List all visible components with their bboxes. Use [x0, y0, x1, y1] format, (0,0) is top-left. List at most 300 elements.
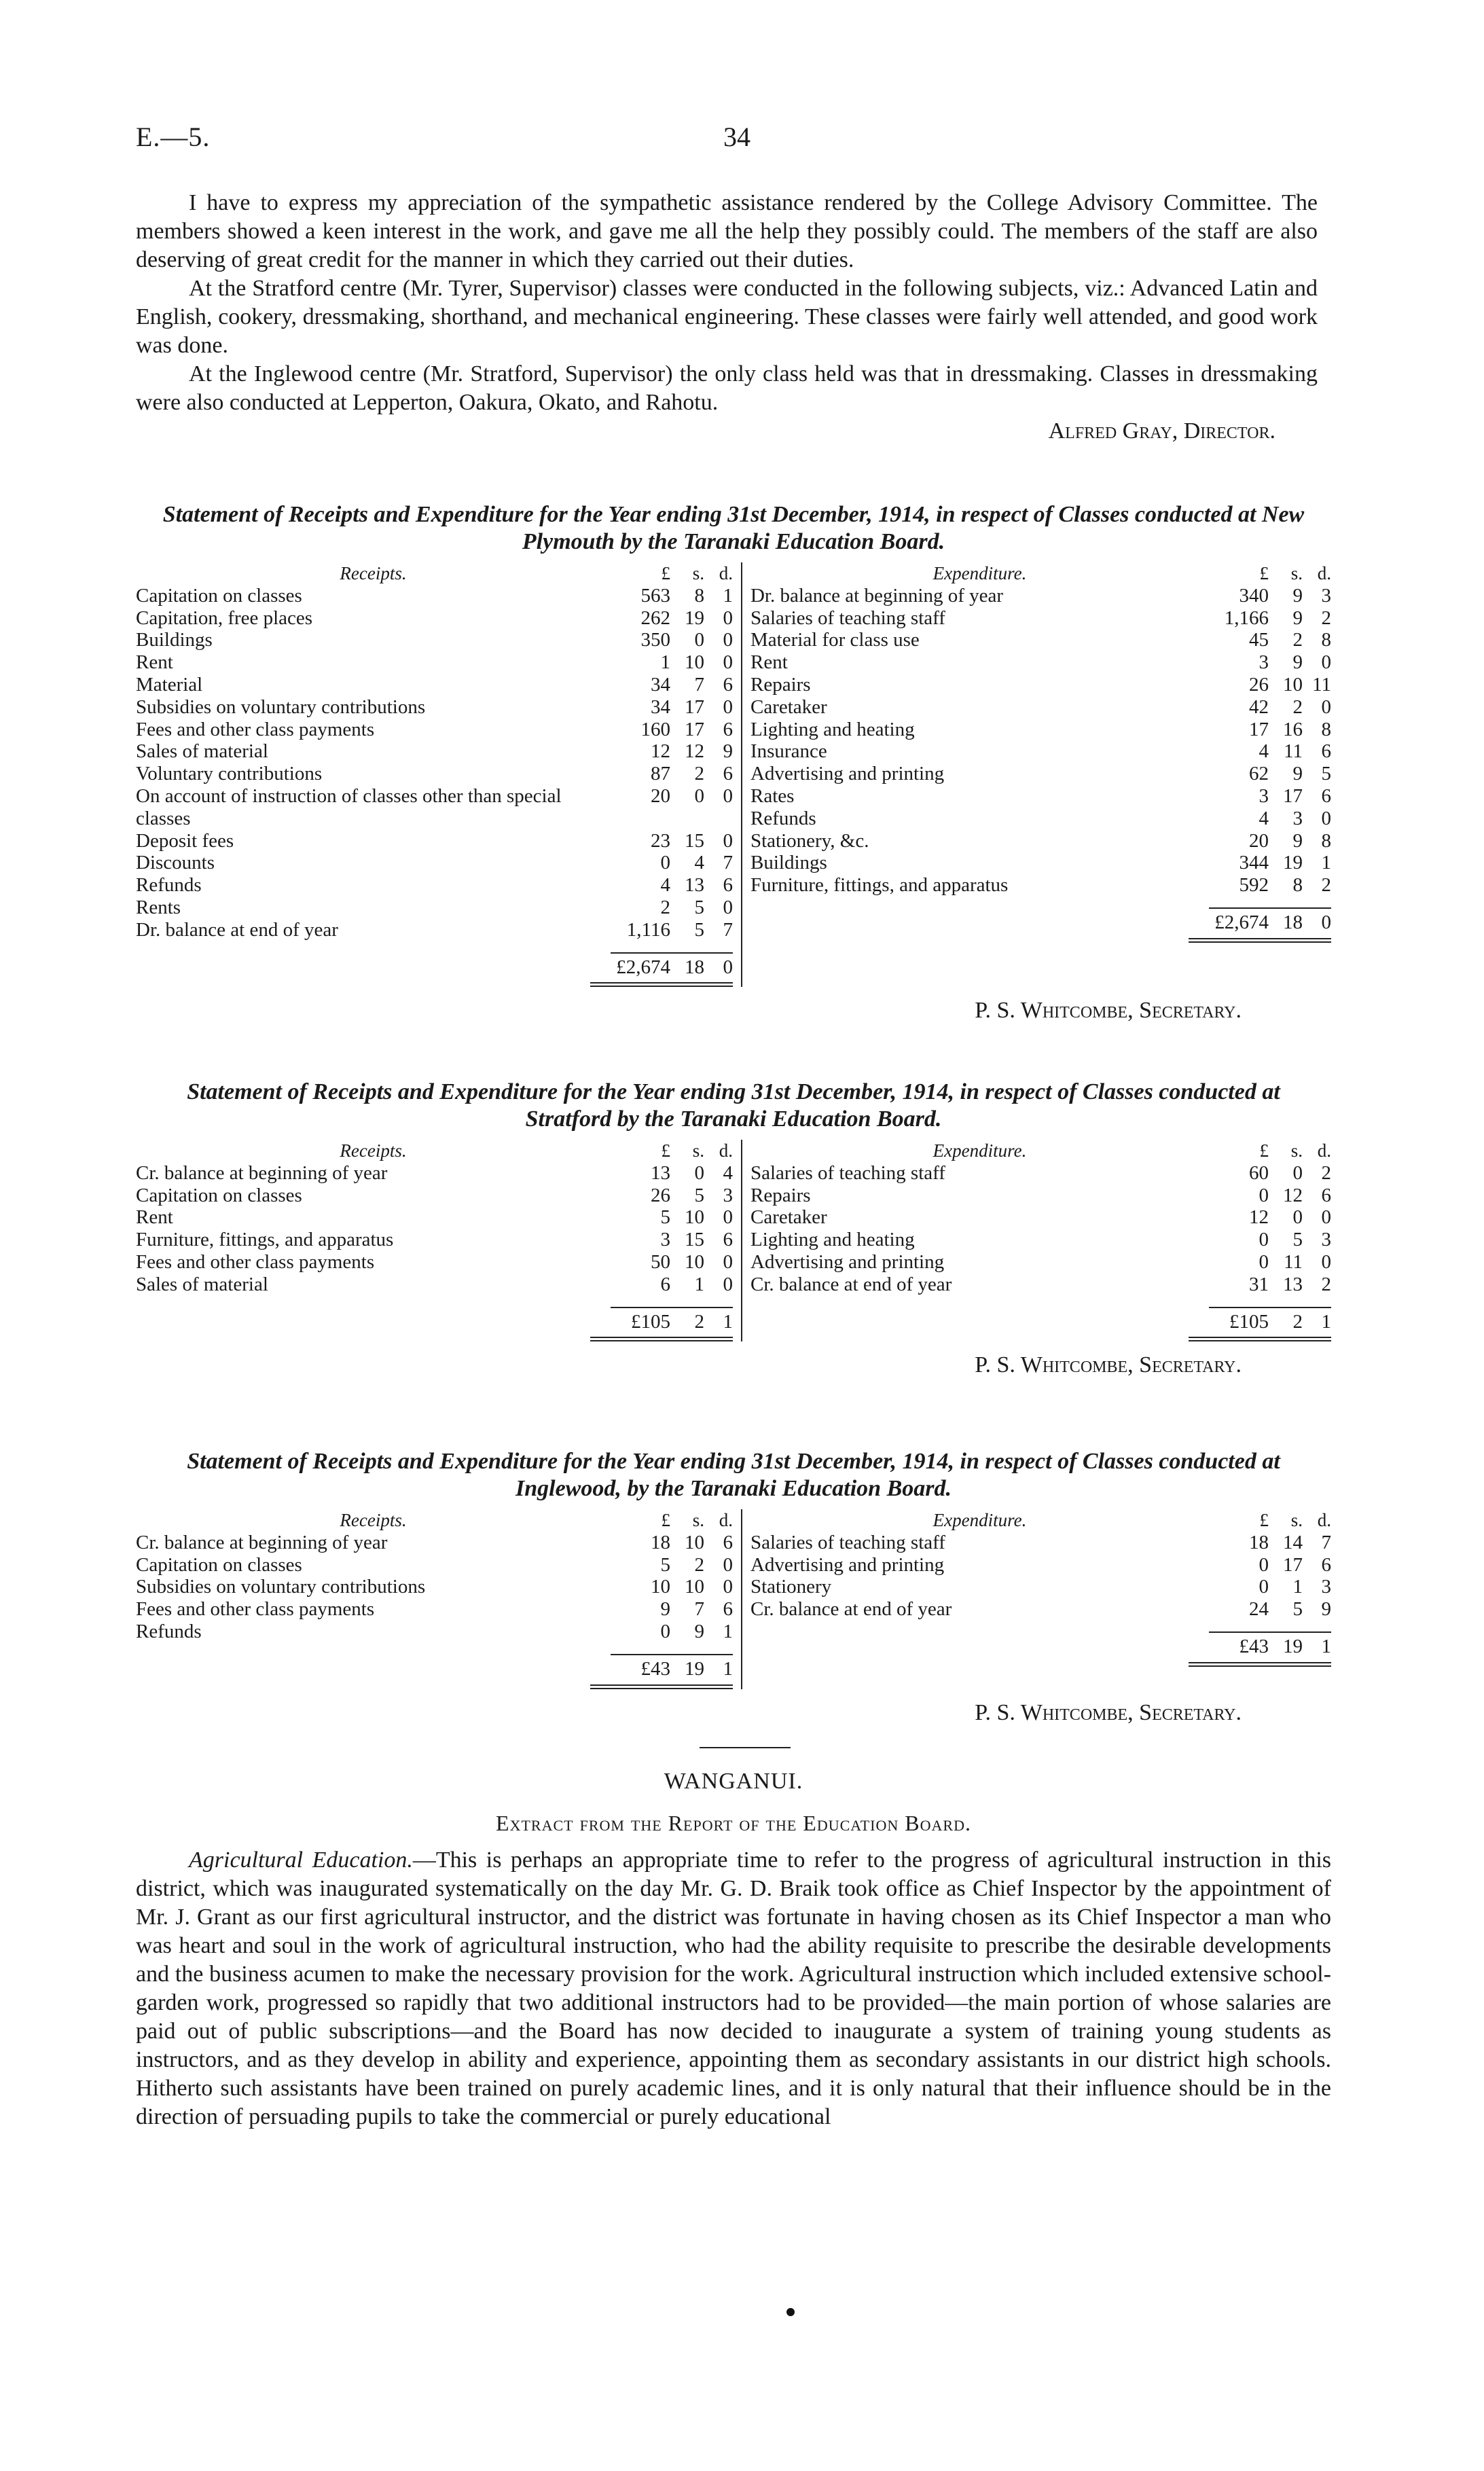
pounds: £43: [640, 1657, 670, 1680]
table-row: [136, 830, 733, 852]
table-row: [136, 1532, 733, 1554]
pence: 0: [723, 1206, 733, 1229]
shillings: 17: [1283, 1553, 1303, 1576]
table-row: [136, 874, 733, 897]
pence: 0: [1321, 651, 1331, 674]
region-heading: WANGANUI.: [664, 1769, 803, 1794]
shillings: 18: [1283, 911, 1303, 933]
paragraph: I have to express my appreciation of the sympathetic assistance rendered by the College Advisory Committee. The members showed a keen interest in the work, and gave me all the help they possibly could. The members of the staff are also deserving of great credit for the manner in which they carried out their duties.: [136, 190, 1318, 272]
pounds-label: £: [661, 1140, 670, 1161]
pence: 4: [723, 1161, 733, 1184]
row-label: Refunds: [750, 807, 816, 829]
table-row: [750, 1576, 1331, 1598]
row-label: Furniture, fittings, and apparatus: [750, 874, 1009, 897]
table-row: [136, 740, 733, 763]
pounds: 0: [660, 852, 670, 874]
accounts-table: [136, 1509, 1331, 1689]
accounts-table: [136, 1140, 1331, 1341]
pounds-label: £: [1259, 563, 1269, 583]
pounds: 340: [1239, 584, 1269, 607]
shillings: 0: [1292, 1206, 1303, 1229]
pence: 1: [1321, 1310, 1331, 1333]
table-row: [750, 763, 1331, 785]
shillings: 17: [684, 696, 704, 718]
pounds: 9: [660, 1598, 670, 1621]
table-row: [750, 1554, 1331, 1576]
table-row: [136, 674, 733, 696]
column-label: Receipts.: [340, 1510, 407, 1530]
pence: 0: [1321, 696, 1331, 718]
pounds: 350: [640, 629, 670, 651]
total-row: [136, 952, 733, 979]
pounds: 34: [650, 673, 670, 696]
shillings: 17: [684, 718, 704, 740]
pounds: 12: [1249, 1206, 1269, 1229]
pounds: 0: [1259, 1553, 1269, 1576]
pence: 1: [723, 1310, 733, 1333]
table-row: [750, 1206, 1331, 1229]
pounds: 0: [1259, 1576, 1269, 1598]
double-rule: [590, 1684, 733, 1689]
shillings: 18: [684, 956, 704, 978]
shillings: 2: [1292, 629, 1303, 651]
row-label: Stationery: [750, 1576, 832, 1598]
statement-title: Statement of Receipts and Expenditure for the Year ending 31st December, 1914, in respect of Classes conducted at New Plymouth by the Taranaki Education Board.: [162, 502, 1305, 554]
pence: 1: [1321, 1635, 1331, 1657]
pence: 0: [1321, 807, 1331, 829]
page-number: 34: [723, 122, 750, 152]
shillings: 12: [684, 740, 704, 763]
table-row: [136, 1554, 733, 1576]
table-row: [750, 1251, 1331, 1274]
pounds: 4: [1259, 807, 1269, 829]
total-row: [750, 1307, 1331, 1333]
table-row: [136, 785, 733, 830]
row-label: Furniture, fittings, and apparatus: [136, 1229, 394, 1251]
row-label: Rents: [136, 896, 181, 918]
pence: 0: [1321, 1250, 1331, 1273]
double-rule: [1189, 1337, 1331, 1341]
row-label: Capitation on classes: [136, 1553, 302, 1576]
double-rule: [1189, 1662, 1331, 1667]
shillings: 2: [1292, 1310, 1303, 1333]
row-label: Advertising and printing: [750, 763, 945, 785]
pounds: 1,166: [1224, 607, 1269, 629]
pounds: 26: [650, 1184, 670, 1206]
pounds: 18: [650, 1531, 670, 1553]
table-row: [136, 1206, 733, 1229]
table-row: [750, 830, 1331, 852]
section-divider: [700, 1747, 791, 1748]
shillings: 10: [684, 1531, 704, 1553]
pence: 0: [723, 956, 733, 978]
shillings-label: s.: [692, 1140, 704, 1161]
row-label: Sales of material: [136, 1273, 268, 1295]
pence: 0: [723, 607, 733, 629]
table-row: [136, 1229, 733, 1251]
shillings: 9: [1292, 584, 1303, 607]
row-label: Cr. balance at beginning of year: [136, 1531, 388, 1553]
double-rule: [590, 1337, 733, 1341]
pounds: 563: [640, 584, 670, 607]
pence: 1: [1321, 852, 1331, 874]
row-label: Caretaker: [750, 696, 827, 718]
table-row: [136, 897, 733, 919]
pence: 0: [723, 1250, 733, 1273]
pence: 0: [723, 1553, 733, 1576]
row-label: Lighting and heating: [750, 1229, 915, 1251]
pence: 8: [1321, 829, 1331, 852]
table-row: [136, 696, 733, 719]
pence: 7: [723, 852, 733, 874]
shillings: 9: [1292, 607, 1303, 629]
row-label: Cr. balance at end of year: [750, 1598, 952, 1621]
column-label: Receipts.: [340, 1140, 407, 1161]
shillings-label: s.: [1290, 1510, 1303, 1530]
table-row: [136, 1162, 733, 1185]
total-row: [136, 1307, 733, 1333]
row-label: Subsidies on voluntary contributions: [136, 1576, 426, 1598]
pounds-label: £: [1259, 1510, 1269, 1530]
shillings: 19: [684, 607, 704, 629]
pounds: 4: [660, 874, 670, 897]
pounds: £43: [1239, 1635, 1269, 1657]
shillings: 15: [684, 1229, 704, 1251]
shillings: 0: [694, 1161, 704, 1184]
pence: 11: [1312, 673, 1331, 696]
pounds: 20: [1249, 829, 1269, 852]
table-row: [750, 1532, 1331, 1554]
pence: 2: [1321, 607, 1331, 629]
statement-stratford: [136, 1079, 1331, 1378]
pence: 0: [723, 1273, 733, 1295]
shillings: 5: [694, 1184, 704, 1206]
pounds: 17: [1249, 718, 1269, 740]
pence: 6: [723, 673, 733, 696]
table-row: [750, 674, 1331, 696]
statement-new-plymouth: [136, 501, 1331, 1024]
pounds: 24: [1249, 1598, 1269, 1621]
pounds: £2,674: [1214, 911, 1269, 933]
row-label: Salaries of teaching staff: [750, 1531, 945, 1553]
receipts-column: [136, 562, 742, 987]
pence: 0: [723, 1576, 733, 1598]
pence: 6: [1321, 1553, 1331, 1576]
pounds: 20: [650, 784, 670, 807]
expenditure-column: [742, 562, 1331, 987]
pounds: 0: [1259, 1250, 1269, 1273]
table-row: [136, 607, 733, 630]
pence: 0: [723, 829, 733, 852]
pence: 6: [723, 1598, 733, 1621]
pounds: 60: [1249, 1161, 1269, 1184]
shillings: 2: [1292, 696, 1303, 718]
expenditure-column: [742, 1140, 1331, 1341]
shillings: 9: [694, 1620, 704, 1642]
statement-inglewood: [136, 1448, 1331, 1726]
pence: 0: [723, 651, 733, 674]
shillings: 2: [694, 1310, 704, 1333]
column-label: Expenditure.: [933, 1510, 1027, 1530]
row-label: Buildings: [750, 852, 827, 874]
pounds: 31: [1249, 1273, 1269, 1295]
row-label: Cr. balance at beginning of year: [136, 1161, 388, 1184]
pence: 6: [1321, 1184, 1331, 1206]
row-label: Dr. balance at end of year: [136, 918, 338, 941]
column-header: [750, 562, 1331, 585]
table-row: [750, 629, 1331, 651]
table-row: [136, 1576, 733, 1598]
row-label: Discounts: [136, 852, 215, 874]
receipts-column: [136, 1140, 742, 1341]
secretary-signature: [136, 998, 1331, 1024]
pounds: £2,674: [616, 956, 670, 978]
row-label: Advertising and printing: [750, 1250, 945, 1273]
column-label: Receipts.: [340, 563, 407, 583]
extract-heading: Extract from the Report of the Education Board.: [496, 1811, 971, 1835]
row-label: Salaries of teaching staff: [750, 1161, 945, 1184]
pence: 8: [1321, 629, 1331, 651]
row-label: Rent: [136, 651, 173, 674]
shillings: 5: [1292, 1229, 1303, 1251]
secretary-name: P. S. Whitcombe, Secretary.: [975, 1699, 1242, 1725]
row-label: Sales of material: [136, 740, 268, 763]
table-row: [136, 585, 733, 607]
row-label: Repairs: [750, 1184, 811, 1206]
row-label: Deposit fees: [136, 829, 234, 852]
secretary-signature: [136, 1700, 1331, 1726]
shillings: 4: [694, 852, 704, 874]
row-label: Fees and other class payments: [136, 1598, 375, 1621]
row-label: Material: [136, 673, 203, 696]
double-rule: [590, 982, 733, 987]
pounds: 6: [660, 1273, 670, 1295]
row-label: Stationery, &c.: [750, 829, 869, 852]
pounds: 34: [650, 696, 670, 718]
pounds: 0: [1259, 1184, 1269, 1206]
pence: 6: [1321, 784, 1331, 807]
table-row: [136, 1251, 733, 1274]
pounds: 87: [650, 763, 670, 785]
shillings: 10: [1283, 673, 1303, 696]
pence-label: d.: [719, 1510, 733, 1530]
shillings: 9: [1292, 763, 1303, 785]
total-row: [750, 1631, 1331, 1658]
wanganui-body: [136, 1846, 1331, 2131]
paragraph: At the Stratford centre (Mr. Tyrer, Supervisor) classes were conducted in the following subjects, viz.: Advanced Latin and English, cookery, dressmaking, shorthand, and mechanical engineering. These classes were fairly well attended, and good work was done.: [136, 276, 1318, 358]
row-label: Subsidies on voluntary contributions: [136, 696, 426, 718]
row-label: On account of instruction of classes other than special classes: [136, 784, 562, 829]
row-label: Caretaker: [750, 1206, 827, 1229]
row-label: Voluntary contributions: [136, 763, 323, 785]
table-row: [750, 874, 1331, 897]
column-header: [750, 1140, 1331, 1162]
row-label: Salaries of teaching staff: [750, 607, 945, 629]
pence: 3: [723, 1184, 733, 1206]
pounds: 42: [1249, 696, 1269, 718]
shillings: 19: [1283, 1635, 1303, 1657]
table-row: [750, 607, 1331, 630]
table-row: [750, 651, 1331, 674]
total-row: [136, 1654, 733, 1680]
pence: 2: [1321, 1273, 1331, 1295]
table-row: [136, 651, 733, 674]
statement-title: Statement of Receipts and Expenditure for the Year ending 31st December, 1914, in respect of Classes conducted at Inglewood, by the Taranaki Education Board.: [187, 1449, 1280, 1501]
row-label: Cr. balance at end of year: [750, 1273, 952, 1295]
shillings: 10: [684, 1576, 704, 1598]
pence: 7: [1321, 1531, 1331, 1553]
pence: 6: [723, 1531, 733, 1553]
pence: 6: [723, 763, 733, 785]
pounds: 3: [1259, 651, 1269, 674]
shillings: 13: [1283, 1273, 1303, 1295]
table-row: [136, 719, 733, 741]
total-row: [750, 907, 1331, 934]
row-label: Refunds: [136, 1620, 202, 1642]
pence: 9: [723, 740, 733, 763]
shillings: 19: [1283, 852, 1303, 874]
shillings: 17: [1283, 784, 1303, 807]
shillings: 14: [1283, 1531, 1303, 1553]
pounds: 50: [650, 1250, 670, 1273]
pence: 3: [1321, 584, 1331, 607]
shillings-label: s.: [1290, 563, 1303, 583]
pounds: 0: [660, 1620, 670, 1642]
row-label: Repairs: [750, 673, 811, 696]
pounds: 5: [660, 1206, 670, 1229]
shillings: 11: [1284, 1250, 1303, 1273]
pence: 0: [723, 896, 733, 918]
pence-label: d.: [1317, 563, 1331, 583]
shillings: 16: [1283, 718, 1303, 740]
pence-label: d.: [719, 563, 733, 583]
table-row: [750, 1162, 1331, 1185]
pence: 3: [1321, 1229, 1331, 1251]
pounds-label: £: [661, 563, 670, 583]
shillings-label: s.: [1290, 1140, 1303, 1161]
intro-section: [136, 189, 1318, 446]
secretary-name: P. S. Whitcombe, Secretary.: [975, 998, 1242, 1024]
pence: 8: [1321, 718, 1331, 740]
column-label: Expenditure.: [933, 563, 1027, 583]
pounds: 1,116: [626, 918, 670, 941]
column-header: [750, 1509, 1331, 1532]
row-label: Rent: [136, 1206, 173, 1229]
pounds: 592: [1239, 874, 1269, 897]
row-label: Fees and other class payments: [136, 718, 375, 740]
shillings: 2: [694, 1553, 704, 1576]
table-row: [750, 719, 1331, 741]
row-label: Lighting and heating: [750, 718, 915, 740]
pence: 0: [723, 629, 733, 651]
shillings: 2: [694, 763, 704, 785]
pence: 6: [723, 718, 733, 740]
pounds-label: £: [1259, 1140, 1269, 1161]
table-row: [750, 740, 1331, 763]
statement-title: Statement of Receipts and Expenditure for the Year ending 31st December, 1914, in respect of Classes conducted at Stratford by the Taranaki Education Board.: [187, 1079, 1280, 1132]
row-label: Rates: [750, 784, 795, 807]
shillings: 10: [684, 1250, 704, 1273]
secretary-name: P. S. Whitcombe, Secretary.: [975, 1352, 1242, 1378]
row-label: Fees and other class payments: [136, 1250, 375, 1273]
pounds: 1: [660, 651, 670, 674]
column-label: Expenditure.: [933, 1140, 1027, 1161]
pence: 2: [1321, 874, 1331, 897]
table-row: [750, 808, 1331, 830]
shillings: 10: [684, 1206, 704, 1229]
shillings: 5: [694, 896, 704, 918]
table-row: [136, 852, 733, 874]
shillings: 13: [684, 874, 704, 897]
pence: 1: [723, 1620, 733, 1642]
column-header: [136, 1509, 733, 1532]
pounds: 18: [1249, 1531, 1269, 1553]
table-row: [136, 1621, 733, 1643]
shillings: 8: [694, 584, 704, 607]
pence: 3: [1321, 1576, 1331, 1598]
table-row: [750, 852, 1331, 874]
pounds: £105: [1229, 1310, 1269, 1333]
column-header: [136, 562, 733, 585]
pounds: 160: [640, 718, 670, 740]
pounds: 0: [1259, 1229, 1269, 1251]
pounds: 62: [1249, 763, 1269, 785]
pence-label: d.: [1317, 1510, 1331, 1530]
shillings: 19: [684, 1657, 704, 1680]
pounds: 2: [660, 896, 670, 918]
page-header: [136, 121, 1352, 162]
page-mark: [786, 2308, 795, 2316]
expenditure-column: [742, 1509, 1331, 1689]
pounds: 3: [660, 1229, 670, 1251]
pence: 1: [723, 584, 733, 607]
pence-label: d.: [1317, 1140, 1331, 1161]
shillings: 7: [694, 1598, 704, 1621]
shillings: 5: [1292, 1598, 1303, 1621]
row-label: Refunds: [136, 874, 202, 897]
shillings: 0: [1292, 1161, 1303, 1184]
shillings: 8: [1292, 874, 1303, 897]
shillings-label: s.: [692, 563, 704, 583]
table-row: [136, 629, 733, 651]
pence-label: d.: [719, 1140, 733, 1161]
table-row: [136, 1598, 733, 1621]
pence: 0: [723, 696, 733, 718]
pence: 6: [723, 1229, 733, 1251]
table-row: [750, 1185, 1331, 1207]
shillings: 9: [1292, 651, 1303, 674]
shillings: 12: [1283, 1184, 1303, 1206]
pounds: 10: [650, 1576, 670, 1598]
accounts-table: [136, 562, 1331, 987]
row-label: Insurance: [750, 740, 827, 763]
report-code: E.—5.: [136, 122, 211, 152]
pence: 0: [1321, 1206, 1331, 1229]
pounds: 4: [1259, 740, 1269, 763]
pounds-label: £: [661, 1510, 670, 1530]
table-row: [136, 1274, 733, 1296]
paragraph: [136, 1846, 1331, 2131]
shillings: 3: [1292, 807, 1303, 829]
shillings: 0: [694, 629, 704, 651]
receipts-column: [136, 1509, 742, 1689]
pence: 5: [1321, 763, 1331, 785]
row-label: Advertising and printing: [750, 1553, 945, 1576]
shillings: 11: [1284, 740, 1303, 763]
paragraph-lead: Agricultural Education.: [189, 1847, 413, 1873]
table-row: [750, 585, 1331, 607]
table-row: [750, 696, 1331, 719]
